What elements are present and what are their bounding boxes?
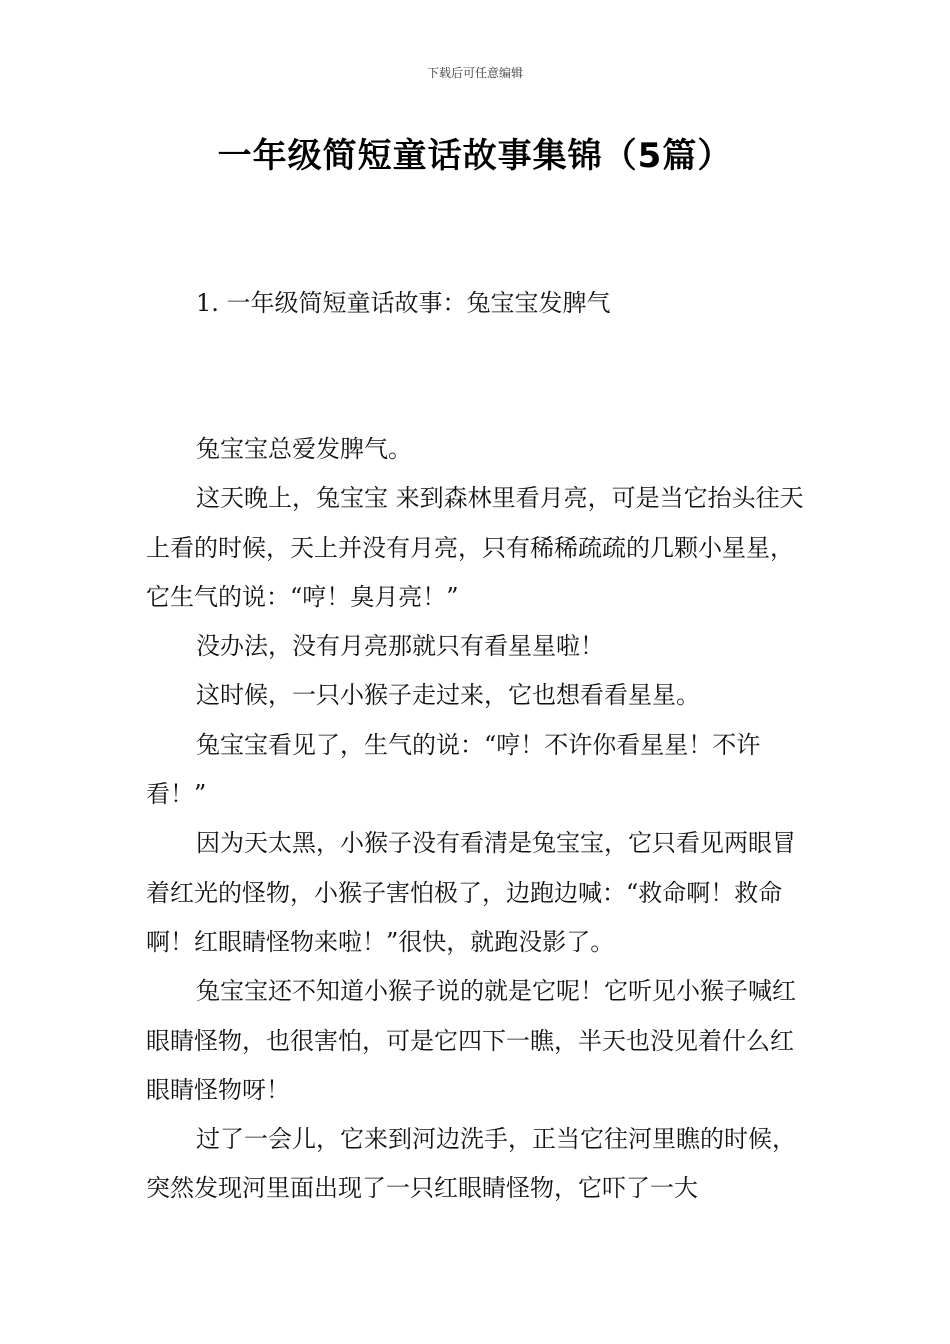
paragraph: 因为天太黑，小猴子没有看清是兔宝宝，它只看见两眼冒着红光的怪物，小猴子害怕极了，边跑边喊：“救命啊！救命啊！红眼睛怪物来啦！”很快，就跑没影了。 [146, 829, 796, 956]
story-body [146, 425, 806, 1214]
paragraph: 兔宝宝总爱发脾气。 [196, 435, 412, 463]
section-heading: 1. 一年级简短童话故事：兔宝宝发脾气 [196, 289, 611, 317]
paragraph: 这时候，一只小猴子走过来，它也想看看星星。 [196, 681, 700, 710]
paragraph: 没办法，没有月亮那就只有看星星啦！ [196, 632, 604, 661]
header-note: 下载后可任意编辑 [426, 66, 523, 80]
paragraph: 兔宝宝看见了，生气的说：“哼！不许你看星星！不许看！” [146, 730, 761, 809]
paragraph: 过了一会儿，它来到河边洗手，正当它往河里瞧的时候，突然发现河里面出现了一只红眼睛怪物，它吓了一大 [146, 1125, 796, 1203]
paragraph: 这天晚上，兔宝宝 来到森林里看月亮，可是当它抬头往天上看的时候，天上并没有月亮，只有稀稀疏疏的几颗小星星，它生气的说：“哼！臭月亮！” [146, 484, 804, 611]
paragraph: 兔宝宝还不知道小猴子说的就是它呢！它听见小猴子喊红眼睛怪物，也很害怕，可是它四下一瞧，半天也没见着什么红眼睛怪物呀！ [146, 977, 796, 1104]
page-title: 一年级简短童话故事集锦（5篇） [217, 136, 733, 176]
